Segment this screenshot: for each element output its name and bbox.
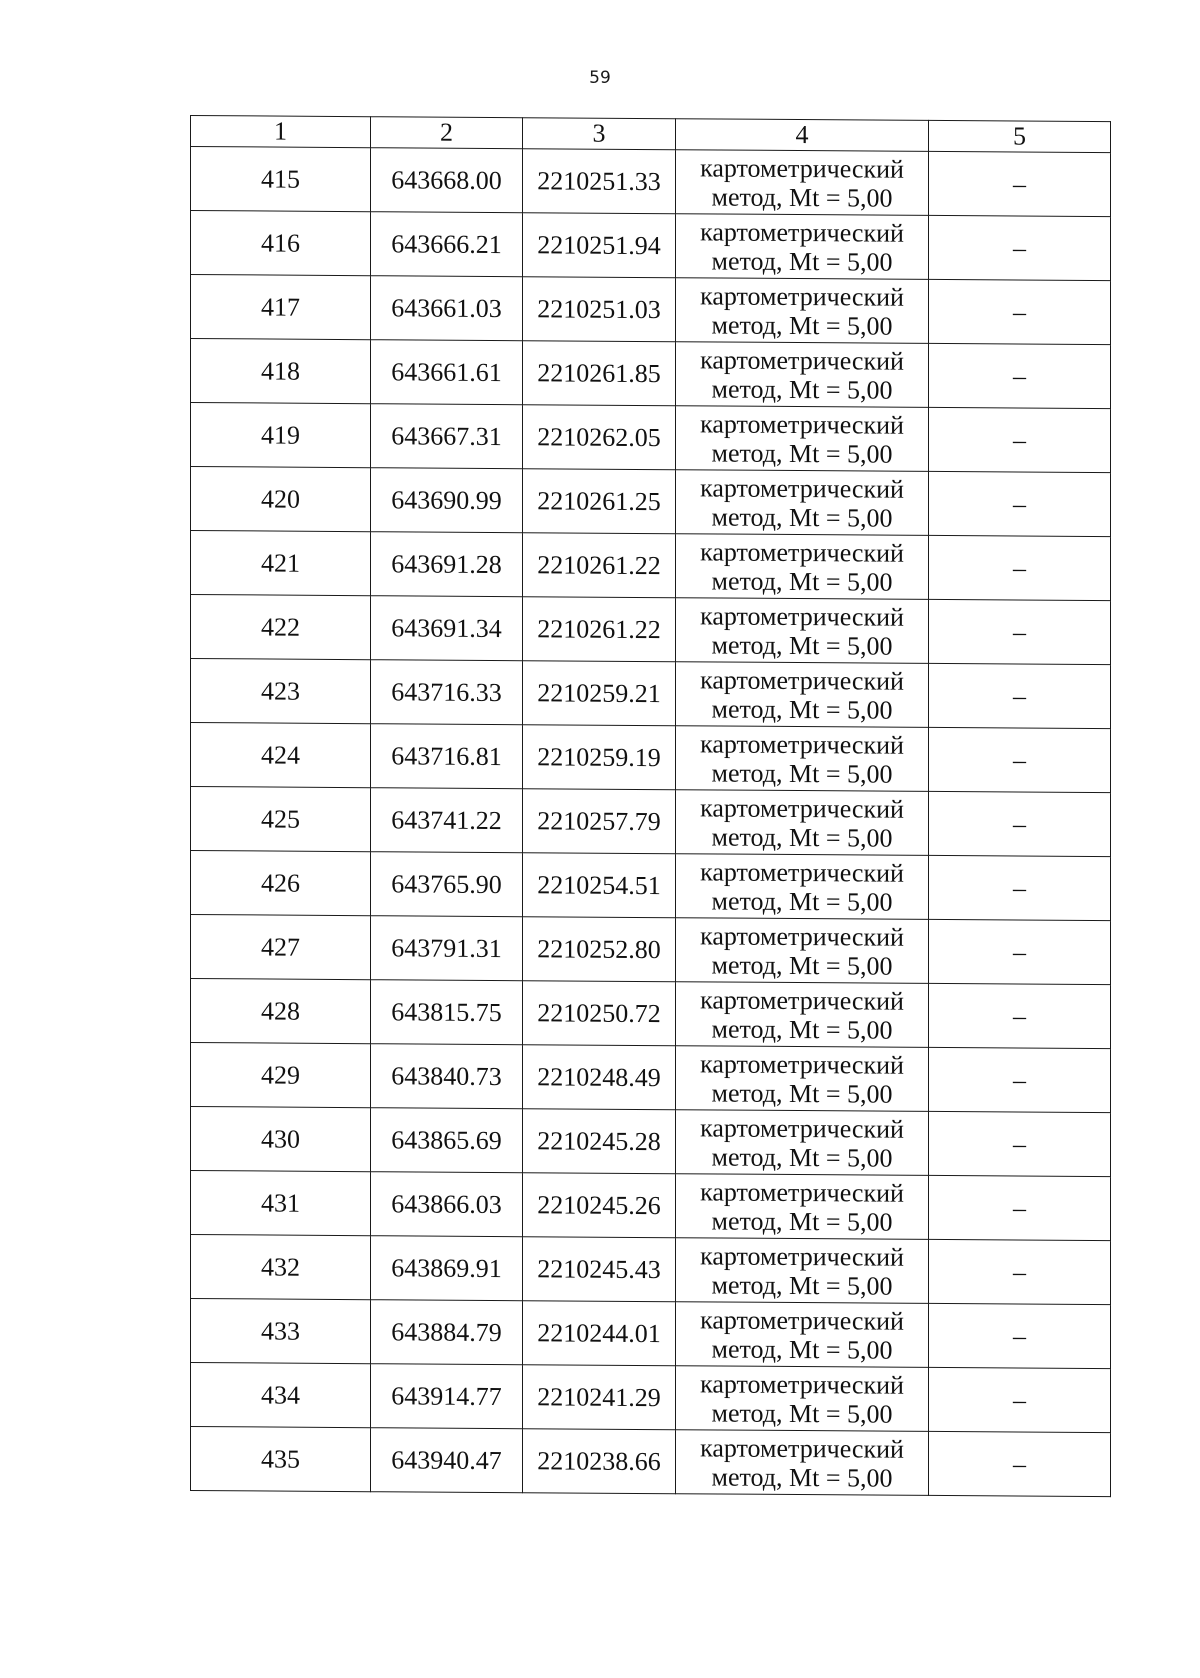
method-line-2: метод, Mt = 5,00 <box>711 1397 893 1429</box>
method-line-2: метод, Mt = 5,00 <box>711 1269 893 1301</box>
y-coordinate-cell: 2210248.49 <box>523 1045 676 1110</box>
method-cell <box>676 214 929 280</box>
x-coordinate-cell: 643716.33 <box>371 660 523 725</box>
y-coordinate-cell: 2210252.80 <box>523 917 676 982</box>
point-number-cell: 420 <box>191 467 371 532</box>
method-line-2: метод, Mt = 5,00 <box>711 949 893 981</box>
note-cell: – <box>929 535 1111 600</box>
method-line-1: картометрический <box>700 216 904 248</box>
y-coordinate-cell: 2210257.79 <box>523 789 676 854</box>
note-cell: – <box>929 663 1111 728</box>
method-line-2: метод, Mt = 5,00 <box>711 373 893 405</box>
method-cell <box>676 1430 929 1496</box>
table-row <box>191 467 1111 537</box>
x-coordinate-cell: 643865.69 <box>371 1108 523 1173</box>
method-line-1: картометрический <box>700 920 904 952</box>
note-cell: – <box>929 1239 1111 1304</box>
y-coordinate-cell: 2210251.33 <box>523 149 676 214</box>
y-coordinate-cell: 2210250.72 <box>523 981 676 1046</box>
method-cell <box>676 342 929 408</box>
point-number-cell: 417 <box>191 275 371 340</box>
point-number-cell: 422 <box>191 595 371 660</box>
x-coordinate-cell: 643840.73 <box>371 1044 523 1109</box>
method-line-1: картометрический <box>700 984 904 1016</box>
method-cell <box>676 470 929 536</box>
method-line-1: картометрический <box>700 1432 904 1464</box>
method-line-1: картометрический <box>700 600 904 632</box>
note-cell: – <box>929 919 1111 984</box>
y-coordinate-cell: 2210261.25 <box>523 469 676 534</box>
table-row <box>191 659 1111 729</box>
y-coordinate-cell: 2210251.94 <box>523 213 676 278</box>
method-cell <box>676 1110 929 1176</box>
method-line-2: метод, Mt = 5,00 <box>711 757 893 789</box>
method-cell <box>676 150 929 216</box>
note-cell: – <box>929 1303 1111 1368</box>
method-cell <box>676 534 929 600</box>
method-cell <box>676 918 929 984</box>
y-coordinate-cell: 2210245.43 <box>523 1237 676 1302</box>
point-number-cell: 427 <box>191 915 371 980</box>
x-coordinate-cell: 643866.03 <box>371 1172 523 1237</box>
table-row <box>191 1235 1111 1305</box>
x-coordinate-cell: 643666.21 <box>371 212 523 277</box>
point-number-cell: 419 <box>191 403 371 468</box>
method-cell <box>676 982 929 1048</box>
method-line-2: метод, Mt = 5,00 <box>711 1461 893 1493</box>
method-line-2: метод, Mt = 5,00 <box>711 245 893 277</box>
y-coordinate-cell: 2210261.85 <box>523 341 676 406</box>
method-cell <box>676 854 929 920</box>
note-cell: – <box>929 1367 1111 1432</box>
method-line-1: картометрический <box>700 280 904 312</box>
note-cell: – <box>929 1111 1111 1176</box>
table-row <box>191 787 1111 857</box>
method-line-1: картометрический <box>700 728 904 760</box>
column-header-3: 3 <box>523 118 676 150</box>
method-line-1: картометрический <box>700 792 904 824</box>
x-coordinate-cell: 643661.61 <box>371 340 523 405</box>
x-coordinate-cell: 643691.34 <box>371 596 523 661</box>
method-cell <box>676 598 929 664</box>
table-row <box>191 1299 1111 1369</box>
table-row <box>191 1427 1111 1497</box>
method-line-2: метод, Mt = 5,00 <box>711 821 893 853</box>
x-coordinate-cell: 643661.03 <box>371 276 523 341</box>
y-coordinate-cell: 2210238.66 <box>523 1429 676 1494</box>
method-cell <box>676 726 929 792</box>
method-line-1: картометрический <box>700 1048 904 1080</box>
point-number-cell: 429 <box>191 1043 371 1108</box>
y-coordinate-cell: 2210245.28 <box>523 1109 676 1174</box>
point-number-cell: 425 <box>191 787 371 852</box>
y-coordinate-cell: 2210259.19 <box>523 725 676 790</box>
x-coordinate-cell: 643765.90 <box>371 852 523 917</box>
method-line-1: картометрический <box>700 1368 904 1400</box>
table-row <box>191 1363 1111 1433</box>
y-coordinate-cell: 2210245.26 <box>523 1173 676 1238</box>
column-header-5: 5 <box>929 120 1111 152</box>
x-coordinate-cell: 643716.81 <box>371 724 523 789</box>
point-number-cell: 416 <box>191 211 371 276</box>
y-coordinate-cell: 2210261.22 <box>523 533 676 598</box>
point-number-cell: 435 <box>191 1427 371 1492</box>
x-coordinate-cell: 643690.99 <box>371 468 523 533</box>
method-line-1: картометрический <box>700 1304 904 1336</box>
table-row <box>191 531 1111 601</box>
note-cell: – <box>929 1431 1111 1496</box>
method-line-2: метод, Mt = 5,00 <box>711 1141 893 1173</box>
method-line-1: картометрический <box>700 856 904 888</box>
point-number-cell: 426 <box>191 851 371 916</box>
method-cell <box>676 406 929 472</box>
table-row <box>191 723 1111 793</box>
method-line-2: метод, Mt = 5,00 <box>711 181 893 213</box>
point-number-cell: 423 <box>191 659 371 724</box>
method-cell <box>676 1238 929 1304</box>
column-header-4: 4 <box>676 119 929 152</box>
x-coordinate-cell: 643940.47 <box>371 1428 523 1493</box>
y-coordinate-cell: 2210241.29 <box>523 1365 676 1430</box>
method-cell <box>676 1046 929 1112</box>
table-row <box>191 1043 1111 1113</box>
x-coordinate-cell: 643691.28 <box>371 532 523 597</box>
point-number-cell: 430 <box>191 1107 371 1172</box>
x-coordinate-cell: 643667.31 <box>371 404 523 469</box>
point-number-cell: 434 <box>191 1363 371 1428</box>
method-cell <box>676 790 929 856</box>
table-row <box>191 275 1111 345</box>
point-number-cell: 431 <box>191 1171 371 1236</box>
method-line-1: картометрический <box>700 152 904 184</box>
table-row <box>191 851 1111 921</box>
x-coordinate-cell: 643884.79 <box>371 1300 523 1365</box>
y-coordinate-cell: 2210244.01 <box>523 1301 676 1366</box>
table-row <box>191 339 1111 409</box>
x-coordinate-cell: 643668.00 <box>371 148 523 213</box>
method-line-2: метод, Mt = 5,00 <box>711 501 893 533</box>
x-coordinate-cell: 643914.77 <box>371 1364 523 1429</box>
method-cell <box>676 278 929 344</box>
method-line-2: метод, Mt = 5,00 <box>711 1333 893 1365</box>
note-cell: – <box>929 599 1111 664</box>
method-cell <box>676 662 929 728</box>
method-line-2: метод, Mt = 5,00 <box>711 309 893 341</box>
note-cell: – <box>929 1047 1111 1112</box>
table-row <box>191 1107 1111 1177</box>
table-row <box>191 979 1111 1049</box>
point-number-cell: 424 <box>191 723 371 788</box>
note-cell: – <box>929 343 1111 408</box>
x-coordinate-cell: 643791.31 <box>371 916 523 981</box>
page-number: 59 <box>589 68 611 88</box>
x-coordinate-cell: 643741.22 <box>371 788 523 853</box>
note-cell: – <box>929 471 1111 536</box>
y-coordinate-cell: 2210254.51 <box>523 853 676 918</box>
table-row <box>191 147 1111 217</box>
point-number-cell: 432 <box>191 1235 371 1300</box>
y-coordinate-cell: 2210251.03 <box>523 277 676 342</box>
note-cell: – <box>929 215 1111 280</box>
x-coordinate-cell: 643869.91 <box>371 1236 523 1301</box>
method-line-1: картометрический <box>700 408 904 440</box>
method-line-1: картометрический <box>700 472 904 504</box>
method-line-1: картометрический <box>700 1240 904 1272</box>
method-line-2: метод, Mt = 5,00 <box>711 437 893 469</box>
method-line-2: метод, Mt = 5,00 <box>711 1013 893 1045</box>
x-coordinate-cell: 643815.75 <box>371 980 523 1045</box>
method-line-1: картометрический <box>700 1176 904 1208</box>
note-cell: – <box>929 1175 1111 1240</box>
method-line-1: картометрический <box>700 344 904 376</box>
method-line-2: метод, Mt = 5,00 <box>711 693 893 725</box>
method-line-2: метод, Mt = 5,00 <box>711 565 893 597</box>
method-cell <box>676 1366 929 1432</box>
method-line-1: картометрический <box>700 536 904 568</box>
method-line-2: метод, Mt = 5,00 <box>711 1205 893 1237</box>
method-cell <box>676 1174 929 1240</box>
method-line-1: картометрический <box>700 664 904 696</box>
point-number-cell: 415 <box>191 147 371 212</box>
table-row <box>191 403 1111 473</box>
coordinates-table <box>190 115 1111 1497</box>
column-header-1: 1 <box>191 116 371 148</box>
method-cell <box>676 1302 929 1368</box>
method-line-2: метод, Mt = 5,00 <box>711 1077 893 1109</box>
table-row <box>191 1171 1111 1241</box>
column-header-2: 2 <box>371 117 523 149</box>
table-row <box>191 915 1111 985</box>
table-row <box>191 211 1111 281</box>
point-number-cell: 421 <box>191 531 371 596</box>
note-cell: – <box>929 727 1111 792</box>
note-cell: – <box>929 791 1111 856</box>
point-number-cell: 433 <box>191 1299 371 1364</box>
method-line-1: картометрический <box>700 1112 904 1144</box>
y-coordinate-cell: 2210261.22 <box>523 597 676 662</box>
point-number-cell: 428 <box>191 979 371 1044</box>
note-cell: – <box>929 407 1111 472</box>
note-cell: – <box>929 151 1111 216</box>
note-cell: – <box>929 279 1111 344</box>
y-coordinate-cell: 2210262.05 <box>523 405 676 470</box>
point-number-cell: 418 <box>191 339 371 404</box>
note-cell: – <box>929 983 1111 1048</box>
method-line-2: метод, Mt = 5,00 <box>711 885 893 917</box>
table-body <box>191 147 1111 1497</box>
method-line-2: метод, Mt = 5,00 <box>711 629 893 661</box>
note-cell: – <box>929 855 1111 920</box>
y-coordinate-cell: 2210259.21 <box>523 661 676 726</box>
table-row <box>191 595 1111 665</box>
